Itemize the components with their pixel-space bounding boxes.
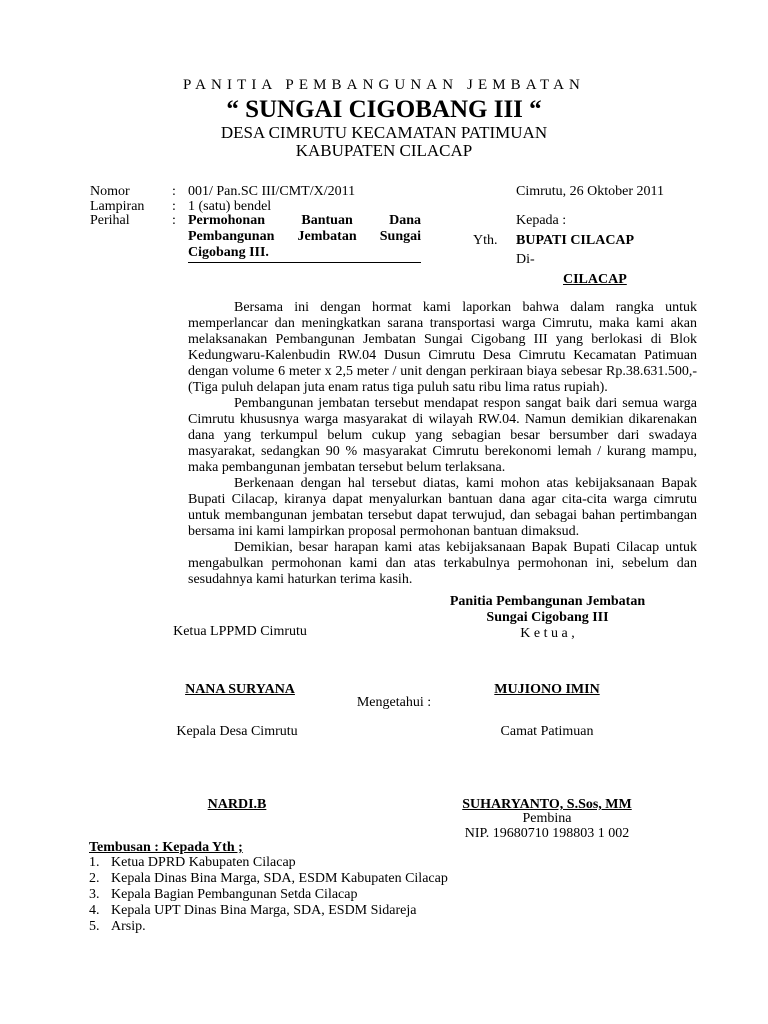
nomor-value: 001/ Pan.SC III/CMT/X/2011 <box>188 184 356 199</box>
mengetahui-label: Mengetahui : <box>356 695 432 710</box>
letterhead-village: DESA CIMRUTU KECAMATAN PATIMUAN <box>220 123 548 142</box>
lampiran-label: Lampiran <box>90 199 145 214</box>
recipient-city: CILACAP <box>563 272 627 287</box>
lampiran-value: 1 (satu) bendel <box>188 199 272 214</box>
list-item: 2. Kepala Dinas Bina Marga, SDA, ESDM Kabupaten Cilacap <box>89 871 448 886</box>
di-label: Di- <box>516 252 535 267</box>
perihal-subject <box>188 213 421 263</box>
perihal-line-3: Cigobang III. <box>188 245 269 260</box>
body-paragraph-3: Berkenaan dengan hal tersebut diatas, kami mohon atas kebijaksanaan Bapak Bupati Cilacap, kiranya dapat menyalurkan bantuan dana agar cita-cita warga cimrutu untuk membangunan jembatan tersebut dapat terwujud, dan sebagai bahan pertimbangan bersama ini kami lampirkan proposal permohonan bantuan dimaksud. <box>188 476 697 539</box>
perihal-colon: : <box>172 213 176 228</box>
list-item: 1. Ketua DPRD Kabupaten Cilacap <box>89 855 296 870</box>
perihal-line-2: Pembangunan Jembatan Sungai <box>188 229 421 244</box>
committee-name-line-1: Panitia Pembangunan Jembatan <box>449 594 646 609</box>
nomor-label: Nomor <box>90 184 130 199</box>
camat-title: Camat Patimuan <box>500 724 594 739</box>
body-paragraph-2: Pembangunan jembatan tersebut mendapat respon sangat baik dari semua warga Cimrutu khususnya warga masyarakat di wilayah RW.04. Namun demikian dikarenakan dana yang terkumpul belum cukup yang sebagian besar bersumber dari swadaya masyarakat, sedangkan 90 % masyarakat Cimrutu berekonomi lemah / kurang mampu, maka pembangunan jembatan tersebut belum terlaksana. <box>188 396 697 475</box>
body-paragraph-4: Demikian, besar harapan kami atas kebijaksanaan Bapak Bupati Cilacap untuk mengabulkan permohonan kami dan atas terkabulnya permohonan ini, sebelum dan sesudahnya kami haturkan terima kasih. <box>188 540 697 587</box>
lampiran-colon: : <box>172 199 176 214</box>
kepada-label: Kepada : <box>516 213 567 228</box>
body-paragraph-1: Bersama ini dengan hormat kami laporkan bahwa dalam rangka untuk memperlancar dan meningkatkan sarana transportasi warga Cimrutu, maka kami akan melaksanakan Pembangunan Jembatan Sungai Cigobang III yang berlokasi di Blok Kedungwaru-Kalenbudin RW.04 Dusun Cimrutu Desa Cimrutu Kecamatan Patimuan dengan volume 6 meter x 2,5 meter / unit dengan perkiraan biaya sebesar Rp.38.631.500,- (Tiga puluh delapan juta enam ratus tiga puluh satu ribu lima ratus rupiah). <box>188 300 697 395</box>
recipient-name: BUPATI CILACAP <box>516 233 635 248</box>
list-item: 3. Kepala Bagian Pembangunan Setda Cilacap <box>89 887 358 902</box>
place-date: Cimrutu, 26 Oktober 2011 <box>516 184 665 199</box>
letter-body <box>188 300 697 588</box>
signatory-mujiono-imin: MUJIONO IMIN <box>494 682 600 697</box>
ketua-lppmd-title: Ketua LPPMD Cimrutu <box>173 624 307 639</box>
list-item: 4. Kepala UPT Dinas Bina Marga, SDA, ESDM Sidareja <box>89 903 417 918</box>
letterhead-organization: PANITIA PEMBANGUNAN JEMBATAN <box>183 77 585 93</box>
letterhead-title: “ SUNGAI CIGOBANG III “ <box>226 96 542 123</box>
nip-number: NIP. 19680710 198803 1 002 <box>464 826 630 841</box>
pembina-rank: Pembina <box>522 811 572 826</box>
perihal-line-1: Permohonan Bantuan Dana <box>188 213 421 228</box>
perihal-label: Perihal <box>90 213 130 228</box>
nomor-colon: : <box>172 184 176 199</box>
letterhead-regency: KABUPATEN CILACAP <box>295 141 473 160</box>
signatory-suharyanto: SUHARYANTO, S.Sos, MM <box>462 797 632 812</box>
ketua-title: K e t u a , <box>520 626 575 641</box>
tembusan-title: Tembusan : Kepada Yth ; <box>89 840 243 855</box>
signatory-nana-suryana: NANA SURYANA <box>185 682 295 697</box>
list-item: 5. Arsip. <box>89 919 146 934</box>
signatory-nardi: NARDI.B <box>207 797 267 812</box>
yth-label: Yth. <box>473 233 498 248</box>
tembusan-list <box>89 855 448 935</box>
kepala-desa-title: Kepala Desa Cimrutu <box>176 724 298 739</box>
committee-name-line-2: Sungai Cigobang III <box>486 610 609 625</box>
